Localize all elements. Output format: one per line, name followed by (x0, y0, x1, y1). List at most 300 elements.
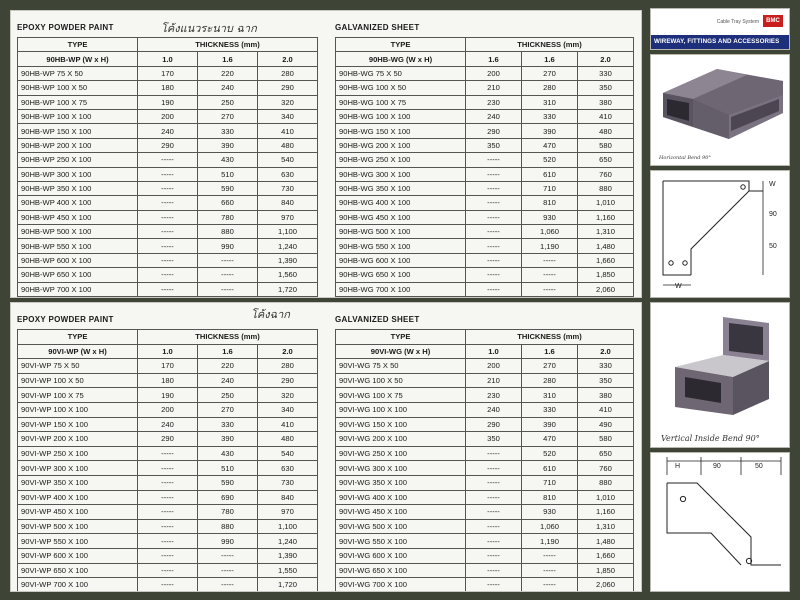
model-cell: 90HB-WG 100 X 100 (336, 109, 466, 123)
price-cell: 290 (466, 417, 522, 432)
thickness-value: 1.6 (522, 344, 578, 359)
price-cell: 1,560 (258, 268, 318, 282)
price-cell: ----- (138, 461, 198, 476)
model-cell: 90HB-WG 100 X 75 (336, 95, 466, 109)
table-row (18, 95, 318, 109)
price-cell: 190 (138, 388, 198, 403)
caption-horizontal-bend: Horizontal Bend 90° (659, 155, 711, 161)
model-cell: 90VI-WP 450 X 100 (18, 505, 138, 520)
price-cell: 610 (522, 461, 578, 476)
type-header: TYPE (18, 38, 138, 52)
model-subheader: 90VI-WP (W x H) (18, 344, 138, 359)
price-cell: ----- (138, 196, 198, 210)
price-cell: ----- (466, 239, 522, 253)
price-cell: 410 (258, 417, 318, 432)
price-cell: 330 (522, 402, 578, 417)
price-cell: 1,100 (258, 225, 318, 239)
price-cell: ----- (138, 225, 198, 239)
price-cell: 470 (522, 432, 578, 447)
price-cell: ----- (138, 519, 198, 534)
price-cell: 390 (522, 417, 578, 432)
model-cell: 90HB-WG 300 X 100 (336, 167, 466, 181)
price-cell: ----- (466, 253, 522, 267)
model-cell: 90HB-WP 150 X 100 (18, 124, 138, 138)
table-row (336, 519, 634, 534)
model-cell: 90HB-WP 450 X 100 (18, 210, 138, 224)
price-cell: 250 (198, 95, 258, 109)
price-cell: 280 (522, 373, 578, 388)
price-cell: 280 (258, 359, 318, 374)
price-table-epoxy-hb (17, 37, 318, 297)
price-cell: 1,310 (578, 519, 634, 534)
table-row (336, 417, 634, 432)
price-cell: ----- (522, 563, 578, 578)
table-row (336, 402, 634, 417)
table-row (336, 95, 634, 109)
price-cell: 630 (258, 167, 318, 181)
price-cell: 580 (578, 432, 634, 447)
price-cell: 520 (522, 153, 578, 167)
price-cell: 1,390 (258, 253, 318, 267)
model-cell: 90HB-WP 300 X 100 (18, 167, 138, 181)
table-subheader-row (18, 52, 318, 66)
model-cell: 90VI-WG 100 X 75 (336, 388, 466, 403)
table-row (336, 253, 634, 267)
price-cell: 780 (198, 505, 258, 520)
price-cell: 330 (522, 109, 578, 123)
model-cell: 90VI-WG 650 X 100 (336, 563, 466, 578)
price-cell: 580 (578, 138, 634, 152)
price-cell: 410 (258, 124, 318, 138)
price-cell: ----- (138, 446, 198, 461)
model-cell: 90HB-WG 500 X 100 (336, 225, 466, 239)
table-row (18, 563, 318, 578)
epoxy-section (11, 11, 327, 297)
model-cell: 90HB-WG 600 X 100 (336, 253, 466, 267)
model-cell: 90HB-WP 550 X 100 (18, 239, 138, 253)
dim-label-w-bottom: W (675, 283, 682, 290)
model-cell: 90VI-WG 550 X 100 (336, 534, 466, 549)
table-row (18, 548, 318, 563)
price-cell: ----- (466, 181, 522, 195)
price-cell: ----- (198, 563, 258, 578)
brand-header (650, 8, 790, 50)
model-cell: 90VI-WG 100 X 50 (336, 373, 466, 388)
model-cell: 90VI-WG 600 X 100 (336, 548, 466, 563)
price-cell: 470 (522, 138, 578, 152)
price-table-galvanized-hb (335, 37, 634, 297)
model-subheader: 90VI-WG (W x H) (336, 344, 466, 359)
price-cell: 200 (466, 359, 522, 374)
galvanized-section (329, 11, 642, 297)
price-cell: 480 (258, 432, 318, 447)
price-cell: 1,850 (578, 563, 634, 578)
price-cell: 590 (198, 181, 258, 195)
price-cell: 210 (466, 81, 522, 95)
table-row (336, 268, 634, 282)
price-cell: 350 (466, 138, 522, 152)
thickness-value: 1.0 (138, 344, 198, 359)
price-cell: 410 (578, 109, 634, 123)
table-row (336, 153, 634, 167)
price-cell: 590 (198, 475, 258, 490)
price-cell: 1,160 (578, 210, 634, 224)
price-cell: 430 (198, 446, 258, 461)
price-cell: 270 (198, 109, 258, 123)
price-cell: 410 (578, 402, 634, 417)
price-cell: ----- (198, 282, 258, 296)
price-cell: 760 (578, 167, 634, 181)
model-cell: 90HB-WP 700 X 100 (18, 282, 138, 296)
price-cell: 930 (522, 210, 578, 224)
price-cell: 520 (522, 446, 578, 461)
table-row (18, 359, 318, 374)
model-cell: 90HB-WP 200 X 100 (18, 138, 138, 152)
price-cell: 330 (578, 359, 634, 374)
price-cell: 320 (258, 95, 318, 109)
price-cell: 430 (198, 153, 258, 167)
price-cell: 1,190 (522, 534, 578, 549)
table-row (336, 66, 634, 80)
table-row (336, 563, 634, 578)
model-cell: 90VI-WP 200 X 100 (18, 432, 138, 447)
model-cell: 90VI-WP 350 X 100 (18, 475, 138, 490)
product-photo-vertical-inside-bend (650, 302, 790, 448)
model-cell: 90VI-WP 400 X 100 (18, 490, 138, 505)
table-row (336, 490, 634, 505)
thickness-value: 2.0 (578, 344, 634, 359)
price-cell: ----- (522, 578, 578, 592)
dim-label-90: 90 (713, 463, 721, 470)
thickness-value: 2.0 (258, 52, 318, 66)
price-cell: 810 (522, 196, 578, 210)
price-cell: 480 (258, 138, 318, 152)
type-header: TYPE (18, 330, 138, 345)
price-cell: 270 (198, 402, 258, 417)
table-row (336, 505, 634, 520)
horizontal-bend-image (651, 55, 790, 166)
price-cell: 810 (522, 490, 578, 505)
drawing-vertical-bend (650, 452, 790, 592)
price-cell: 290 (466, 124, 522, 138)
table-row (336, 81, 634, 95)
price-cell: ----- (198, 548, 258, 563)
price-cell: 660 (198, 196, 258, 210)
dim-label-50: 50 (769, 243, 777, 250)
price-cell: 330 (578, 66, 634, 80)
price-cell: 390 (198, 138, 258, 152)
price-cell: 630 (258, 461, 318, 476)
vertical-bend-image (651, 303, 790, 448)
price-cell: 880 (578, 475, 634, 490)
price-cell: 1,550 (258, 563, 318, 578)
thickness-value: 1.6 (198, 52, 258, 66)
price-cell: ----- (466, 490, 522, 505)
price-cell: ----- (138, 181, 198, 195)
price-cell: 540 (258, 446, 318, 461)
brand-logo: BMC (763, 15, 783, 27)
price-cell: ----- (522, 282, 578, 296)
thickness-value: 1.6 (198, 344, 258, 359)
thickness-value: 1.6 (522, 52, 578, 66)
dim-label-90: 90 (769, 211, 777, 218)
price-cell: 180 (138, 373, 198, 388)
price-cell: 1,850 (578, 268, 634, 282)
price-cell: 340 (258, 402, 318, 417)
price-cell: ----- (522, 268, 578, 282)
price-cell: ----- (522, 253, 578, 267)
price-cell: ----- (138, 563, 198, 578)
price-cell: 1,190 (522, 239, 578, 253)
price-cell: 280 (522, 81, 578, 95)
table-header-row (18, 38, 318, 52)
price-cell: 200 (138, 109, 198, 123)
price-cell: 930 (522, 505, 578, 520)
model-cell: 90HB-WP 600 X 100 (18, 253, 138, 267)
model-cell: 90VI-WG 75 X 50 (336, 359, 466, 374)
table-subheader-row (336, 52, 634, 66)
table-row (18, 153, 318, 167)
table-row (336, 109, 634, 123)
model-cell: 90HB-WP 650 X 100 (18, 268, 138, 282)
price-cell: ----- (466, 548, 522, 563)
model-cell: 90VI-WG 450 X 100 (336, 505, 466, 520)
model-cell: 90VI-WG 350 X 100 (336, 475, 466, 490)
price-cell: ----- (138, 210, 198, 224)
price-cell: 330 (198, 124, 258, 138)
price-cell: ----- (522, 548, 578, 563)
price-cell: 330 (198, 417, 258, 432)
table-row (336, 432, 634, 447)
price-cell: 240 (138, 417, 198, 432)
table-row (336, 373, 634, 388)
price-cell: 170 (138, 66, 198, 80)
model-cell: 90VI-WP 700 X 100 (18, 578, 138, 592)
price-cell: 1,010 (578, 196, 634, 210)
table-row (18, 167, 318, 181)
table-row (18, 239, 318, 253)
model-cell: 90HB-WG 150 X 100 (336, 124, 466, 138)
price-cell: ----- (138, 475, 198, 490)
price-cell: ----- (138, 548, 198, 563)
price-cell: 1,060 (522, 225, 578, 239)
price-cell: 290 (258, 81, 318, 95)
horizontal-bend-drawing (651, 171, 790, 298)
price-cell: 1,660 (578, 253, 634, 267)
thickness-header: THICKNESS (mm) (138, 38, 318, 52)
price-cell: 880 (198, 519, 258, 534)
model-cell: 90HB-WP 250 X 100 (18, 153, 138, 167)
price-cell: 170 (138, 359, 198, 374)
price-cell: ----- (466, 196, 522, 210)
table-row (18, 461, 318, 476)
model-cell: 90VI-WP 250 X 100 (18, 446, 138, 461)
dim-label-50: 50 (755, 463, 763, 470)
model-cell: 90VI-WP 600 X 100 (18, 548, 138, 563)
model-subheader: 90HB-WP (W x H) (18, 52, 138, 66)
table-row (18, 475, 318, 490)
price-cell: ----- (466, 153, 522, 167)
table-row (336, 388, 634, 403)
price-cell: 1,240 (258, 534, 318, 549)
model-cell: 90VI-WG 150 X 100 (336, 417, 466, 432)
price-cell: 1,660 (578, 548, 634, 563)
price-cell: ----- (138, 490, 198, 505)
model-cell: 90HB-WP 100 X 50 (18, 81, 138, 95)
price-cell: 240 (198, 81, 258, 95)
model-cell: 90VI-WP 550 X 100 (18, 534, 138, 549)
price-cell: ----- (466, 519, 522, 534)
table-row (18, 210, 318, 224)
brand-tagline: Cable Tray System (716, 19, 759, 25)
model-cell: 90VI-WG 300 X 100 (336, 461, 466, 476)
table-row (336, 534, 634, 549)
table-row (18, 519, 318, 534)
price-cell: 380 (578, 388, 634, 403)
price-cell: ----- (138, 268, 198, 282)
price-cell: 230 (466, 388, 522, 403)
price-cell: ----- (138, 505, 198, 520)
price-cell: 320 (258, 388, 318, 403)
model-cell: 90VI-WG 400 X 100 (336, 490, 466, 505)
table-row (336, 181, 634, 195)
price-cell: 490 (578, 417, 634, 432)
price-cell: 970 (258, 210, 318, 224)
price-cell: ----- (466, 225, 522, 239)
price-cell: 990 (198, 534, 258, 549)
caption-vertical-bend: Vertical Inside Bend 90° (661, 434, 760, 443)
price-cell: ----- (138, 534, 198, 549)
price-cell: 240 (138, 124, 198, 138)
model-cell: 90HB-WG 350 X 100 (336, 181, 466, 195)
price-cell: 270 (522, 66, 578, 80)
table-row (18, 196, 318, 210)
model-cell: 90HB-WG 75 X 50 (336, 66, 466, 80)
price-cell: ----- (138, 153, 198, 167)
price-cell: ----- (466, 446, 522, 461)
price-cell: 2,060 (578, 282, 634, 296)
model-cell: 90HB-WP 500 X 100 (18, 225, 138, 239)
thickness-value: 2.0 (258, 344, 318, 359)
price-cell: 290 (258, 373, 318, 388)
price-table-galvanized-vi (335, 329, 634, 592)
model-cell: 90HB-WP 100 X 100 (18, 109, 138, 123)
brand-title: WIREWAY, FITTINGS AND ACCESSORIES (651, 35, 789, 49)
table-row (336, 196, 634, 210)
model-cell: 90HB-WP 400 X 100 (18, 196, 138, 210)
thickness-value: 1.6 (466, 52, 522, 66)
price-cell: 1,480 (578, 239, 634, 253)
table-row (18, 417, 318, 432)
model-cell: 90HB-WP 100 X 75 (18, 95, 138, 109)
price-cell: 280 (258, 66, 318, 80)
price-cell: ----- (138, 282, 198, 296)
price-cell: 1,720 (258, 282, 318, 296)
price-cell: 710 (522, 181, 578, 195)
price-cell: ----- (466, 563, 522, 578)
model-cell: 90VI-WG 200 X 100 (336, 432, 466, 447)
model-cell: 90VI-WP 300 X 100 (18, 461, 138, 476)
vertical-bend-drawing (651, 453, 790, 592)
table-row (336, 461, 634, 476)
table-row (18, 253, 318, 267)
model-cell: 90HB-WG 450 X 100 (336, 210, 466, 224)
table-row (18, 124, 318, 138)
price-cell: 990 (198, 239, 258, 253)
price-cell: 200 (466, 66, 522, 80)
price-cell: 730 (258, 181, 318, 195)
price-cell: 730 (258, 475, 318, 490)
price-cell: 650 (578, 153, 634, 167)
price-cell: 270 (522, 359, 578, 374)
price-cell: ----- (198, 253, 258, 267)
table-row (18, 446, 318, 461)
price-cell: 390 (522, 124, 578, 138)
price-cell: ----- (138, 253, 198, 267)
model-cell: 90VI-WG 700 X 100 (336, 578, 466, 592)
drawing-horizontal-bend (650, 170, 790, 298)
model-cell: 90VI-WP 650 X 100 (18, 563, 138, 578)
price-cell: ----- (466, 475, 522, 490)
price-cell: ----- (466, 461, 522, 476)
price-cell: ----- (466, 268, 522, 282)
table-row (18, 282, 318, 296)
table-row (336, 138, 634, 152)
model-cell: 90VI-WG 500 X 100 (336, 519, 466, 534)
price-cell: 1,240 (258, 239, 318, 253)
price-cell: 180 (138, 81, 198, 95)
dim-label-w: W (769, 181, 776, 188)
price-cell: ----- (138, 239, 198, 253)
price-cell: 880 (198, 225, 258, 239)
price-cell: 1,480 (578, 534, 634, 549)
table-row (336, 578, 634, 592)
model-cell: 90HB-WG 250 X 100 (336, 153, 466, 167)
table-row (18, 81, 318, 95)
price-sheet-horizontal-bend (10, 10, 642, 298)
price-cell: ----- (466, 282, 522, 296)
price-cell: 290 (138, 138, 198, 152)
thickness-value: 1.0 (466, 344, 522, 359)
price-cell: 240 (198, 373, 258, 388)
table-row (336, 167, 634, 181)
price-cell: 1,060 (522, 519, 578, 534)
price-cell: ----- (198, 268, 258, 282)
price-cell: 650 (578, 446, 634, 461)
price-cell: 510 (198, 461, 258, 476)
price-cell: 290 (138, 432, 198, 447)
model-cell: 90VI-WG 100 X 100 (336, 402, 466, 417)
price-cell: 1,010 (578, 490, 634, 505)
table-row (18, 109, 318, 123)
section-title-galvanized: GALVANIZED SHEET (335, 23, 420, 32)
price-cell: 480 (578, 124, 634, 138)
table-row (336, 475, 634, 490)
table-row (336, 210, 634, 224)
price-cell: ----- (138, 167, 198, 181)
price-cell: 220 (198, 66, 258, 80)
price-cell: ----- (466, 210, 522, 224)
model-cell: 90HB-WP 75 X 50 (18, 66, 138, 80)
table-row (18, 66, 318, 80)
price-cell: 220 (198, 359, 258, 374)
price-cell: 210 (466, 373, 522, 388)
section-title-galvanized: GALVANIZED SHEET (335, 315, 420, 324)
dim-label-h: H (675, 463, 681, 470)
price-cell: ----- (198, 578, 258, 592)
price-cell: 610 (522, 167, 578, 181)
price-sheet-vertical-bend (10, 302, 642, 592)
